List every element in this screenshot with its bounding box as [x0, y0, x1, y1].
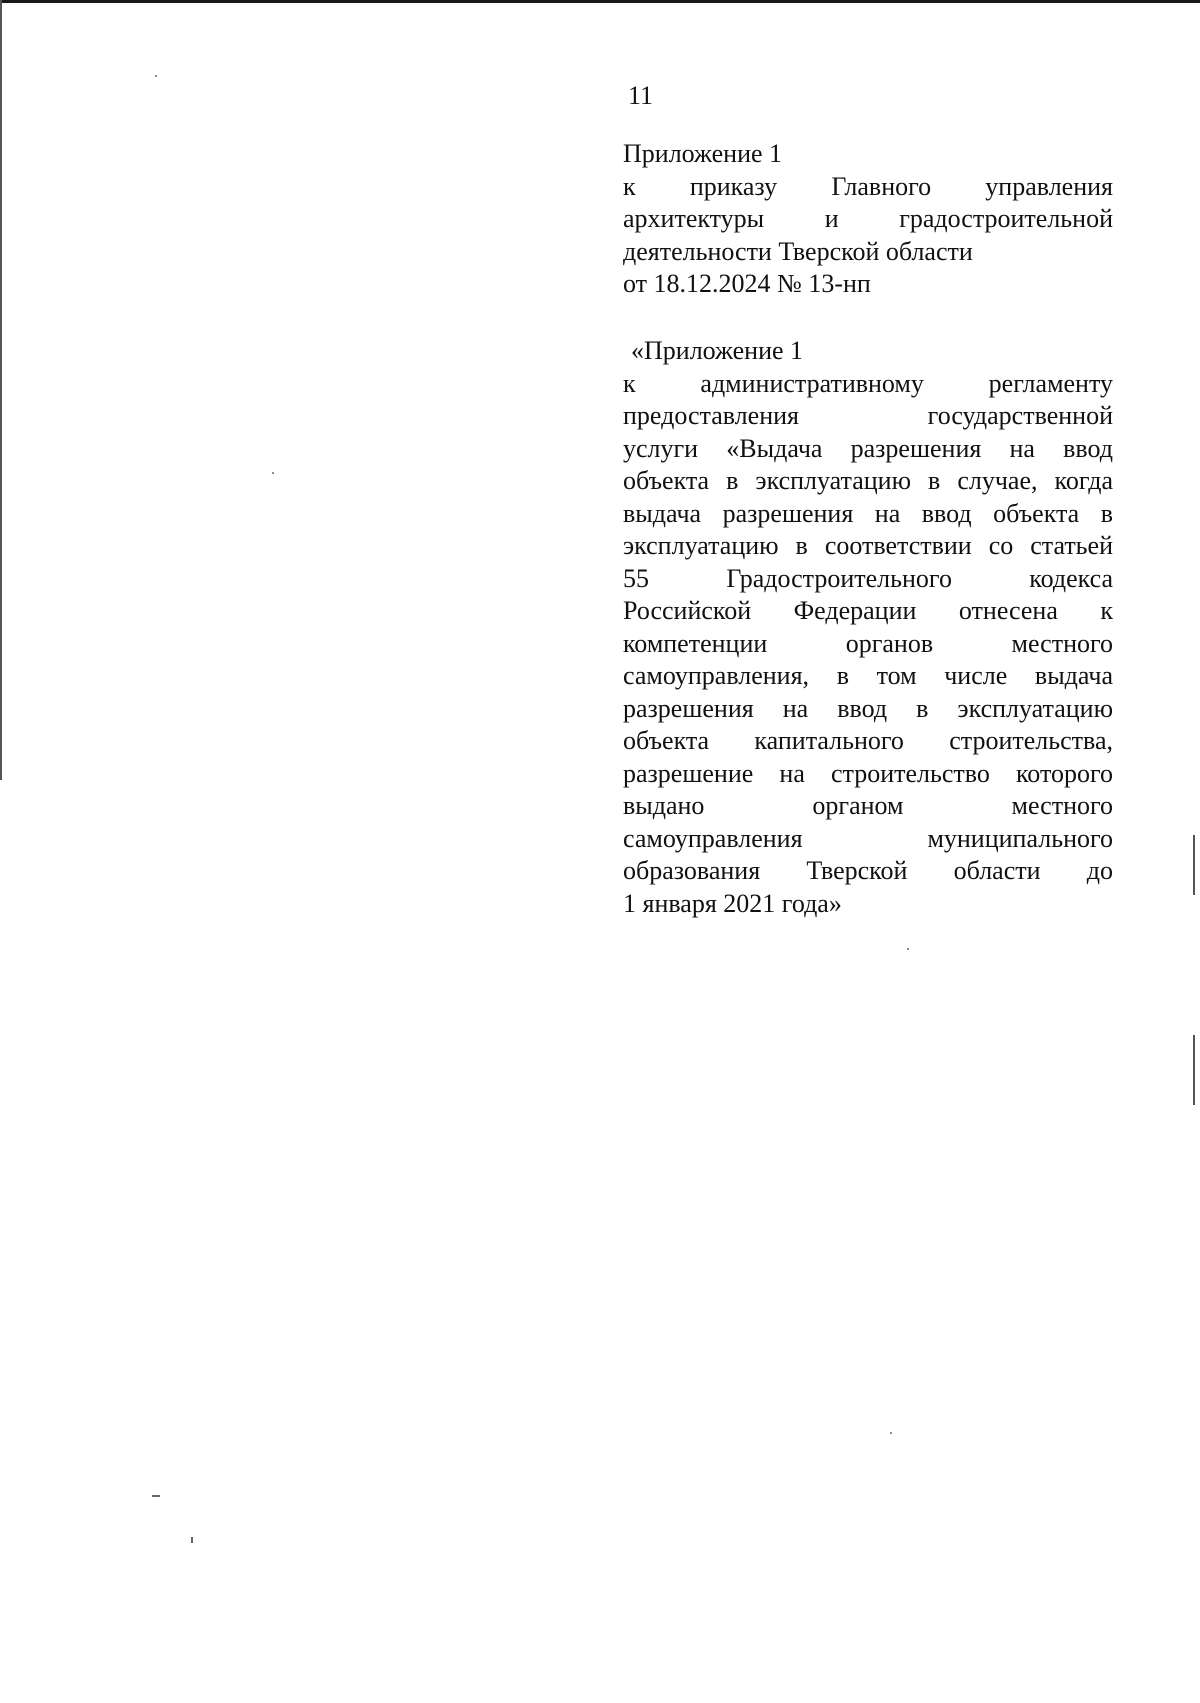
annex-line: от 18.12.2024 № 13-нп [623, 269, 871, 298]
annex-header [623, 138, 1113, 301]
scan-speck [152, 1495, 160, 1497]
regulation-line: «Приложение 1 [631, 336, 804, 365]
scan-speck [890, 1432, 892, 1434]
scan-right-mark [1193, 835, 1195, 895]
page-number: 11 [628, 81, 654, 110]
scan-speck [907, 948, 909, 950]
regulation-line: объекта капитального строительства, [623, 726, 1113, 755]
regulation-line: образования Тверской области до [623, 856, 1113, 885]
annex-line: архитектуры и градостроительной [623, 204, 1113, 233]
regulation-line: самоуправления муниципального [623, 823, 1113, 853]
annex-line: деятельности Тверской области [623, 236, 973, 266]
scan-speck [272, 472, 274, 474]
annex-line: Приложение 1 [623, 139, 783, 168]
scan-speck [191, 1537, 193, 1543]
regulation-line: эксплуатацию в соответствии со статьей [623, 531, 1113, 560]
regulation-line: к административному регламенту [623, 368, 1113, 398]
annex-line: к приказу Главного управления [623, 171, 1113, 201]
regulation-line: разрешения на ввод в эксплуатацию [623, 693, 1113, 723]
scan-right-mark [1193, 1035, 1195, 1105]
regulation-line: выдача разрешения на ввод объекта в [623, 498, 1113, 528]
regulation-line: самоуправления, в том числе выдача [623, 661, 1113, 690]
regulation-line: предоставления государственной [623, 401, 1113, 430]
regulation-line: 55 Градостроительного кодекса [623, 563, 1113, 593]
scan-speck [155, 75, 157, 77]
regulation-line: компетенции органов местного [623, 628, 1113, 658]
regulation-annex-header [623, 335, 1113, 920]
scan-left-edge [0, 0, 2, 780]
regulation-line: разрешение на строительство которого [623, 758, 1113, 788]
regulation-line: выдано органом местного [623, 791, 1113, 820]
regulation-line: 1 января 2021 года» [623, 888, 842, 918]
regulation-line: Российской Федерации отнесена к [623, 596, 1113, 625]
scan-top-edge [0, 0, 1200, 3]
regulation-line: услуги «Выдача разрешения на ввод [623, 433, 1113, 463]
regulation-line: объекта в эксплуатацию в случае, когда [623, 466, 1113, 495]
